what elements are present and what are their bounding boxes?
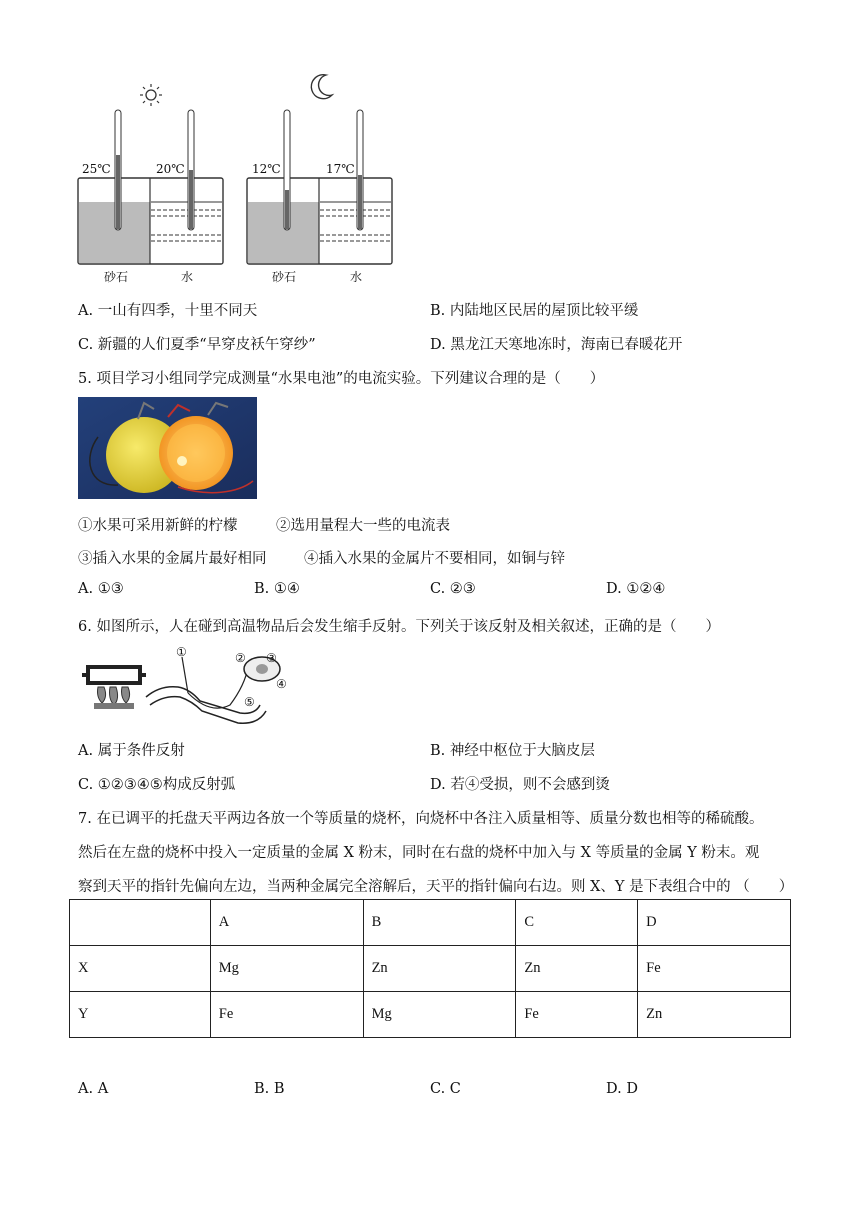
table-cell: D xyxy=(638,900,791,946)
label-2: ② xyxy=(235,651,246,665)
option-c: C. 新疆的人们夏季“早穿皮袄午穿纱” xyxy=(78,337,316,353)
water-label: 水 xyxy=(181,270,194,284)
table-cell: Fe xyxy=(516,992,638,1038)
option-b: B. 神经中枢位于大脑皮层 xyxy=(430,743,595,759)
option-d: D. D xyxy=(606,1081,638,1097)
temp-label: 12℃ xyxy=(252,162,281,176)
sand-label: 砂石 xyxy=(272,270,297,284)
question-stem: 6. 如图所示，人在碰到高温物品后会发生缩手反射。下列关于该反射及相关叙述，正确的是（ ） xyxy=(78,619,720,635)
table-cell: Zn xyxy=(516,946,638,992)
fruit-battery-photo xyxy=(78,397,257,499)
option-c: C. ①②③④⑤构成反射弧 xyxy=(78,777,236,793)
option-d: D. 黑龙江天寒地冻时，海南已春暖花开 xyxy=(430,337,683,353)
label-4: ④ xyxy=(276,677,287,691)
option-a: A. 属于条件反射 xyxy=(78,743,185,759)
option-a: A. 一山有四季，十里不同天 xyxy=(78,303,258,319)
table-cell: Zn xyxy=(363,946,516,992)
table-cell: Y xyxy=(70,992,211,1038)
sand-label: 砂石 xyxy=(104,270,129,284)
question-stem: 5. 项目学习小组同学完成测量“水果电池”的电流实验。下列建议合理的是（ ） xyxy=(78,371,605,387)
option-b: B. B xyxy=(254,1081,285,1097)
table-row xyxy=(70,992,791,1038)
table-cell: Mg xyxy=(363,992,516,1038)
option-d: D. ①②④ xyxy=(606,581,666,597)
temp-label: 17℃ xyxy=(326,162,355,176)
moon-icon xyxy=(311,75,332,99)
label-5: ⑤ xyxy=(244,695,255,709)
table-cell xyxy=(70,900,211,946)
question-stem-line: 然后在左盘的烧杯中投入一定质量的金属 X 粉末，同时在右盘的烧杯中加入与 X 等质量的金属 Y 粉末。观 xyxy=(78,845,760,861)
temp-label: 25℃ xyxy=(82,162,111,176)
option-d: D. 若④受损，则不会感到烫 xyxy=(430,777,610,793)
option-b: B. ①④ xyxy=(254,581,300,597)
option-c: C. C xyxy=(430,1081,461,1097)
table-cell: Zn xyxy=(638,992,791,1038)
question-stem-line: 察到天平的指针先偏向左边，当两种金属完全溶解后，天平的指针偏向右边。则 X、Y 是下表组合中的 （ ） xyxy=(78,879,794,895)
table-cell: C xyxy=(516,900,638,946)
table-cell: Fe xyxy=(638,946,791,992)
sun-icon xyxy=(140,84,162,106)
table-cell: Fe xyxy=(210,992,363,1038)
statement-2: ②选用量程大一些的电流表 xyxy=(276,518,450,534)
reflex-arc-figure xyxy=(80,645,290,730)
table-header-row xyxy=(70,900,791,946)
label-3: ③ xyxy=(266,651,277,665)
statement-3: ③插入水果的金属片最好相同 xyxy=(78,551,267,567)
temp-label: 20℃ xyxy=(156,162,185,176)
metal-combination-table xyxy=(69,899,791,1038)
statement-1: ①水果可采用新鲜的柠檬 xyxy=(78,518,238,534)
option-b: B. 内陆地区民居的屋顶比较平缓 xyxy=(430,303,639,319)
table-cell: X xyxy=(70,946,211,992)
label-1: ① xyxy=(176,645,187,659)
option-a: A. A xyxy=(78,1081,109,1097)
table-cell: B xyxy=(363,900,516,946)
statement-4: ④插入水果的金属片不要相同，如铜与锌 xyxy=(304,551,565,567)
table-cell: Mg xyxy=(210,946,363,992)
table-row xyxy=(70,946,791,992)
table-cell: A xyxy=(210,900,363,946)
water-label: 水 xyxy=(350,270,363,284)
option-a: A. ①③ xyxy=(78,581,124,597)
option-c: C. ②③ xyxy=(430,581,476,597)
question-stem-line: 7. 在已调平的托盘天平两边各放一个等质量的烧杯，向烧杯中各注入质量相等、质量分数也相等的稀硫酸。 xyxy=(78,811,764,827)
thermometer-figure xyxy=(70,70,410,290)
